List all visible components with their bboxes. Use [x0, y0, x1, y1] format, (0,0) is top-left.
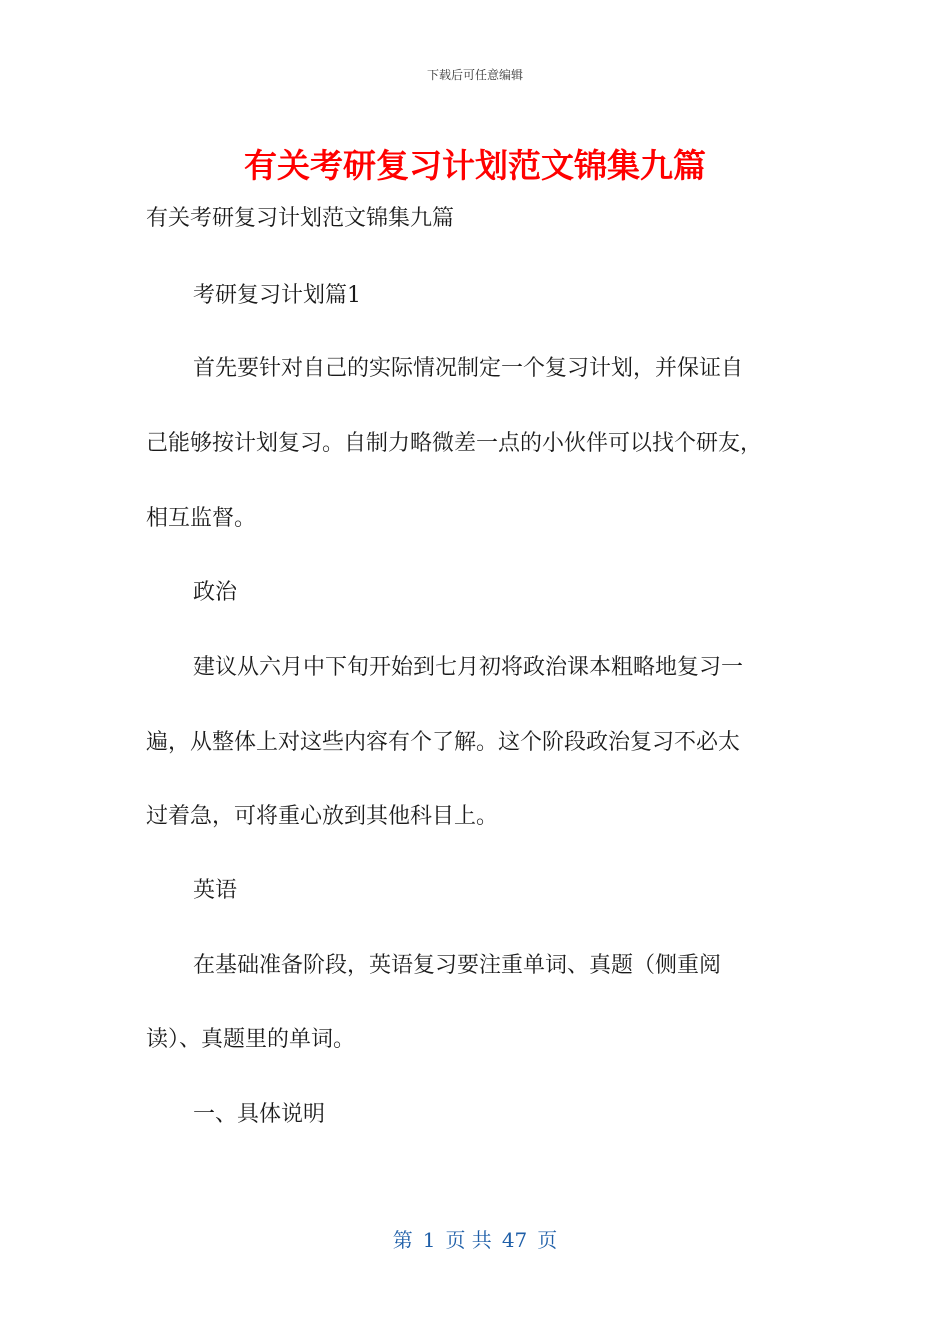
section-heading: 考研复习计划篇1 [193, 283, 361, 308]
footer-prefix: 第 [392, 1228, 413, 1252]
subject-heading: 政治 [193, 580, 238, 605]
footer-suffix: 页 [537, 1228, 558, 1252]
paragraph-line: 读）、真题里的单词。 [146, 1027, 356, 1052]
paragraph-line: 己能够按计划复习。自制力略微差一点的小伙伴可以找个研友， [146, 431, 763, 456]
subtitle-line: 有关考研复习计划范文锦集九篇 [146, 206, 455, 231]
subsection-heading: 一、具体说明 [193, 1102, 326, 1127]
footer-middle: 页 共 [445, 1228, 492, 1252]
paragraph-line: 在基础准备阶段，英语复习要注重单词、真题（侧重阅 [193, 953, 722, 978]
page-header-note: 下载后可任意编辑 [426, 68, 523, 82]
subject-heading: 英语 [193, 878, 238, 903]
paragraph-line: 相互监督。 [146, 506, 257, 531]
document-title: 有关考研复习计划范文锦集九篇 [244, 146, 706, 185]
paragraph-line: 过着急，可将重心放到其他科目上。 [146, 804, 499, 829]
paragraph-line: 建议从六月中下旬开始到七月初将政治课本粗略地复习一 [193, 655, 744, 680]
paragraph-line: 遍，从整体上对这些内容有个了解。这个阶段政治复习不必太 [146, 730, 741, 755]
total-page-count: 47 [501, 1228, 528, 1252]
current-page-number: 1 [422, 1228, 436, 1252]
paragraph-line: 首先要针对自己的实际情况制定一个复习计划，并保证自 [193, 356, 744, 381]
page-number-footer [0, 1224, 950, 1253]
